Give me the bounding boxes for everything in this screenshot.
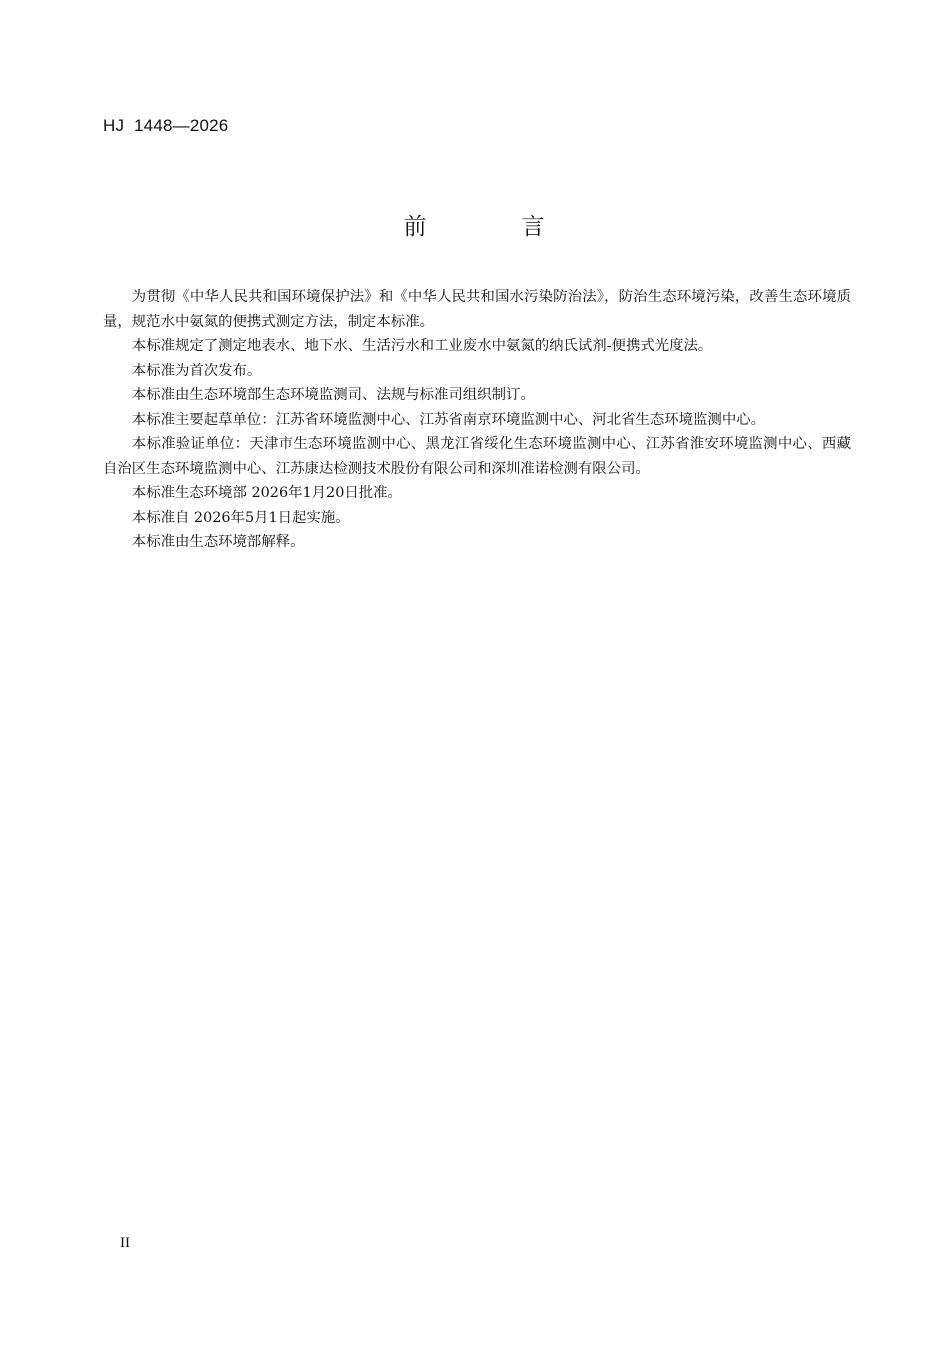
page-title: 前 言 xyxy=(403,214,547,240)
paragraph-organizer: 本标准由生态环境部生态环境监测司、法规与标准司组织制订。 xyxy=(131,387,535,403)
paragraph-scope: 本标准规定了测定地表水、地下水、生活污水和工业废水中氨氮的纳氏试剂-便携式光度法。 xyxy=(131,338,713,354)
paragraph-effective-date: 本标准自 2026年5月1日起实施。 xyxy=(131,509,350,526)
page-number: II xyxy=(120,1235,130,1251)
paragraph-verification-units: 本标准验证单位：天津市生态环境监测中心、黑龙江省绥化生态环境监测中心、江苏省淮安环境监测中心、西藏自治区生态环境监测中心、江苏康达检测技术股份有限公司和深圳准诺检测有限公司。 xyxy=(103,436,851,477)
standard-code: HJ 1448—2026 xyxy=(103,116,229,135)
paragraph-first-release: 本标准为首次发布。 xyxy=(131,362,262,379)
paragraph-approval-date: 本标准生态环境部 2026年1月20日批准。 xyxy=(131,485,402,501)
paragraph-interpretation: 本标准由生态环境部解释。 xyxy=(131,534,305,550)
paragraph-drafting-units: 本标准主要起草单位：江苏省环境监测中心、江苏省南京环境监测中心、河北省生态环境监测中心。 xyxy=(131,411,765,428)
paragraph-purpose: 为贯彻《中华人民共和国环境保护法》和《中华人民共和国水污染防治法》，防治生态环境污染，改善生态环境质量，规范水中氨氮的便携式测定方法，制定本标准。 xyxy=(103,289,851,330)
foreword-body xyxy=(103,285,851,555)
